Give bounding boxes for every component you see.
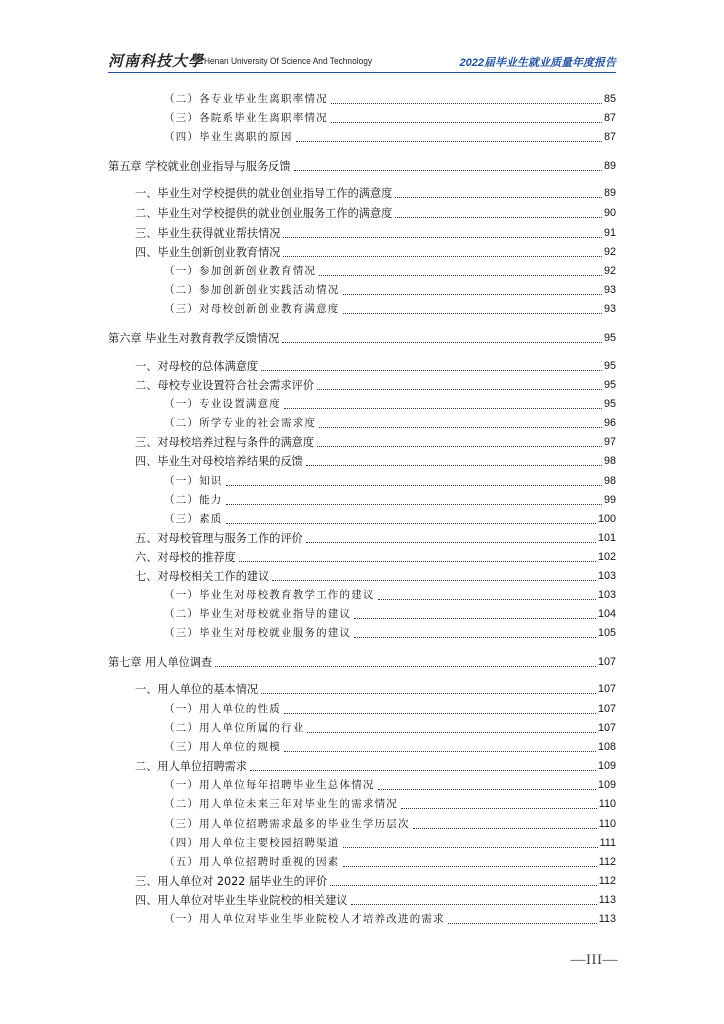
toc-subsection-entry[interactable] bbox=[164, 128, 616, 145]
toc-subsection-entry[interactable] bbox=[164, 414, 616, 431]
toc-entry-title: （三）用人单位的规模 bbox=[164, 741, 281, 753]
toc-entry-page: 87 bbox=[603, 112, 616, 124]
toc-entry-title: 二、用人单位招聘需求 bbox=[135, 760, 247, 773]
toc-entry-page: 104 bbox=[597, 608, 616, 620]
toc-section-entry[interactable] bbox=[135, 452, 616, 469]
toc-dot-leader bbox=[284, 751, 596, 752]
toc-dot-leader bbox=[284, 713, 596, 714]
toc-entry-page: 112 bbox=[598, 856, 616, 868]
university-name-en: Henan University Of Science And Technology bbox=[204, 56, 373, 67]
toc-section-entry[interactable] bbox=[135, 184, 616, 201]
toc-dot-leader bbox=[284, 408, 602, 409]
toc-entry-title: （一）用人单位对毕业生毕业院校人才培养改进的需求 bbox=[164, 913, 445, 925]
toc-dot-leader bbox=[294, 170, 602, 171]
toc-dot-leader bbox=[413, 828, 597, 829]
toc-dot-leader bbox=[319, 275, 602, 276]
toc-dot-leader bbox=[378, 789, 596, 790]
toc-entry-title: 四、毕业生对母校培养结果的反馈 bbox=[135, 455, 303, 468]
toc-entry-title: 二、毕业生对学校提供的就业创业服务工作的满意度 bbox=[135, 207, 393, 220]
toc-entry-title: 一、对母校的总体满意度 bbox=[135, 360, 259, 373]
toc-entry-title: （一）知识 bbox=[164, 475, 223, 487]
toc-entry-title: （一）专业设置满意度 bbox=[164, 398, 281, 410]
toc-section-entry[interactable] bbox=[135, 243, 616, 260]
toc-entry-title: （二）用人单位所属的行业 bbox=[164, 722, 305, 734]
toc-dot-leader bbox=[448, 923, 597, 924]
toc-entry-title: 四、毕业生创新创业教育情况 bbox=[135, 246, 281, 259]
toc-section-entry[interactable] bbox=[135, 224, 616, 241]
toc-subsection-entry[interactable] bbox=[164, 281, 616, 298]
toc-entry-title: 一、用人单位的基本情况 bbox=[135, 683, 259, 696]
toc-dot-leader bbox=[282, 342, 602, 343]
toc-section-entry[interactable] bbox=[135, 891, 616, 908]
toc-entry-title: （四）用人单位主要校园招聘渠道 bbox=[164, 837, 340, 849]
toc-entry-page: 113 bbox=[598, 913, 616, 925]
toc-entry-page: 107 bbox=[597, 656, 616, 668]
toc-section-entry[interactable] bbox=[135, 204, 616, 221]
toc-entry-page: 107 bbox=[597, 683, 616, 695]
toc-entry-page: 107 bbox=[597, 703, 616, 715]
toc-dot-leader bbox=[343, 847, 598, 848]
toc-dot-leader bbox=[239, 561, 596, 562]
toc-dot-leader bbox=[296, 141, 602, 142]
toc-dot-leader bbox=[306, 465, 602, 466]
toc-entry-page: 103 bbox=[597, 589, 616, 601]
toc-entry-title: 七、对母校相关工作的建议 bbox=[135, 570, 270, 583]
toc-subsection-entry[interactable] bbox=[164, 586, 616, 603]
toc-subsection-entry[interactable] bbox=[164, 738, 616, 755]
toc-subsection-entry[interactable] bbox=[164, 795, 616, 812]
toc-section-entry[interactable] bbox=[135, 680, 616, 697]
toc-entry-page: 95 bbox=[603, 332, 616, 344]
toc-subsection-entry[interactable] bbox=[164, 109, 616, 126]
toc-dot-leader bbox=[283, 256, 602, 257]
toc-entry-title: （五）用人单位招聘时重视的因素 bbox=[164, 856, 340, 868]
toc-dot-leader bbox=[331, 122, 602, 123]
toc-dot-leader bbox=[343, 313, 602, 314]
university-logo-cn: 河南科技大學 bbox=[108, 52, 205, 70]
report-title: 2022届毕业生就业质量年度报告 bbox=[459, 57, 616, 69]
toc-dot-leader bbox=[343, 294, 602, 295]
toc-dot-leader bbox=[317, 446, 602, 447]
toc-entry-title: （二）用人单位未来三年对毕业生的需求情况 bbox=[164, 798, 398, 810]
toc-dot-leader bbox=[395, 197, 602, 198]
toc-entry-title: （一）用人单位每年招聘毕业生总体情况 bbox=[164, 779, 375, 791]
toc-section-entry[interactable] bbox=[135, 357, 616, 374]
toc-entry-page: 102 bbox=[597, 551, 616, 563]
toc-entry-title: （三）各院系毕业生离职率情况 bbox=[164, 112, 328, 124]
toc-entry-title: （二）能力 bbox=[164, 494, 223, 506]
toc-dot-leader bbox=[354, 637, 596, 638]
toc-entry-page: 96 bbox=[603, 417, 616, 429]
toc-entry-page: 111 bbox=[599, 837, 616, 849]
toc-entry-page: 108 bbox=[597, 741, 616, 753]
toc-subsection-entry[interactable] bbox=[164, 262, 616, 279]
toc-entry-page: 93 bbox=[603, 303, 616, 315]
toc-dot-leader bbox=[272, 580, 596, 581]
toc-entry-title: 三、对母校培养过程与条件的满意度 bbox=[135, 436, 315, 449]
toc-subsection-entry[interactable] bbox=[164, 910, 616, 927]
toc-subsection-entry[interactable] bbox=[164, 815, 616, 832]
toc-entry-page: 91 bbox=[603, 227, 616, 239]
toc-section-entry[interactable] bbox=[135, 872, 616, 889]
toc-entry-title: （三）素质 bbox=[164, 513, 223, 525]
toc-entry-page: 100 bbox=[597, 513, 616, 525]
toc-dot-leader bbox=[401, 808, 597, 809]
toc-entry-page: 103 bbox=[597, 570, 616, 582]
toc-entry-page: 95 bbox=[603, 398, 616, 410]
toc-entry-title: 三、用人单位对 2022 届毕业生的评价 bbox=[135, 875, 328, 888]
toc-chapter-entry[interactable] bbox=[108, 653, 616, 670]
toc-entry-title: 一、毕业生对学校提供的就业创业指导工作的满意度 bbox=[135, 187, 393, 200]
toc-entry-page: 89 bbox=[603, 187, 616, 199]
toc-entry-page: 110 bbox=[598, 818, 616, 830]
toc-entry-title: （二）参加创新创业实践活动情况 bbox=[164, 284, 340, 296]
toc-entry-title: 第七章 用人单位调查 bbox=[108, 656, 213, 669]
toc-dot-leader bbox=[354, 618, 596, 619]
toc-subsection-entry[interactable] bbox=[164, 719, 616, 736]
toc-dot-leader bbox=[250, 770, 596, 771]
toc-entry-page: 109 bbox=[597, 760, 616, 772]
toc-dot-leader bbox=[215, 666, 596, 667]
toc-dot-leader bbox=[317, 389, 602, 390]
toc-entry-title: 二、母校专业设置符合社会需求评价 bbox=[135, 379, 315, 392]
toc-entry-title: （二）各专业毕业生离职率情况 bbox=[164, 93, 328, 105]
toc-entry-page: 113 bbox=[598, 894, 616, 906]
toc-subsection-entry[interactable] bbox=[164, 624, 616, 641]
toc-chapter-entry[interactable] bbox=[108, 157, 616, 174]
toc-entry-title: （三）毕业生对母校就业服务的建议 bbox=[164, 627, 352, 639]
toc-entry-title: 三、毕业生获得就业帮扶情况 bbox=[135, 227, 281, 240]
toc-entry-page: 92 bbox=[603, 265, 616, 277]
toc-entry-title: （四）毕业生离职的原因 bbox=[164, 131, 293, 143]
toc-dot-leader bbox=[330, 885, 597, 886]
toc-entry-page: 95 bbox=[603, 379, 616, 391]
toc-entry-page: 107 bbox=[597, 722, 616, 734]
toc-section-entry[interactable] bbox=[135, 529, 616, 546]
toc-subsection-entry[interactable] bbox=[164, 853, 616, 870]
toc-entry-page: 109 bbox=[597, 779, 616, 791]
toc-entry-page: 95 bbox=[603, 360, 616, 372]
toc-dot-leader bbox=[351, 904, 597, 905]
toc-subsection-entry[interactable] bbox=[164, 472, 616, 489]
toc-entry-page: 93 bbox=[603, 284, 616, 296]
toc-entry-page: 110 bbox=[598, 798, 616, 810]
toc-entry-title: 四、用人单位对毕业生毕业院校的相关建议 bbox=[135, 894, 348, 907]
toc-entry-title: 五、对母校管理与服务工作的评价 bbox=[135, 532, 303, 545]
toc-entry-page: 112 bbox=[598, 875, 616, 887]
toc-entry-page: 89 bbox=[603, 160, 616, 172]
toc-entry-title: 第六章 毕业生对教育教学反馈情况 bbox=[108, 332, 280, 345]
toc-dot-leader bbox=[395, 217, 602, 218]
toc-subsection-entry[interactable] bbox=[164, 776, 616, 793]
toc-entry-page: 97 bbox=[603, 436, 616, 448]
toc-dot-leader bbox=[331, 103, 602, 104]
toc-section-entry[interactable] bbox=[135, 376, 616, 393]
toc-dot-leader bbox=[307, 732, 596, 733]
toc-subsection-entry[interactable] bbox=[164, 491, 616, 508]
toc-subsection-entry[interactable] bbox=[164, 834, 616, 851]
toc-entry-page: 87 bbox=[603, 131, 616, 143]
toc-dot-leader bbox=[261, 693, 596, 694]
toc-dot-leader bbox=[319, 427, 602, 428]
toc-entry-page: 99 bbox=[603, 494, 616, 506]
toc-dot-leader bbox=[226, 485, 602, 486]
toc-section-entry[interactable] bbox=[135, 757, 616, 774]
toc-section-entry[interactable] bbox=[135, 433, 616, 450]
toc-dot-leader bbox=[283, 237, 602, 238]
toc-entry-page: 98 bbox=[603, 475, 616, 487]
toc-dot-leader bbox=[261, 370, 602, 371]
toc-chapter-entry[interactable] bbox=[108, 329, 616, 346]
toc-entry-page: 85 bbox=[603, 93, 616, 105]
toc-subsection-entry[interactable] bbox=[164, 700, 616, 717]
toc-subsection-entry[interactable] bbox=[164, 90, 616, 107]
toc-entry-page: 98 bbox=[603, 455, 616, 467]
toc-dot-leader bbox=[226, 504, 602, 505]
toc-entry-page: 92 bbox=[603, 246, 616, 258]
toc-entry-title: （三）对母校创新创业教育满意度 bbox=[164, 303, 340, 315]
toc-entry-title: （二）毕业生对母校就业指导的建议 bbox=[164, 608, 352, 620]
toc-section-entry[interactable] bbox=[135, 548, 616, 565]
toc-entry-title: （一）用人单位的性质 bbox=[164, 703, 281, 715]
toc-subsection-entry[interactable] bbox=[164, 510, 616, 527]
toc-subsection-entry[interactable] bbox=[164, 395, 616, 412]
toc-dot-leader bbox=[378, 599, 596, 600]
toc-entry-title: （三）用人单位招聘需求最多的毕业生学历层次 bbox=[164, 818, 410, 830]
toc-subsection-entry[interactable] bbox=[164, 605, 616, 622]
toc-subsection-entry[interactable] bbox=[164, 300, 616, 317]
toc-dot-leader bbox=[226, 523, 596, 524]
toc-entry-page: 105 bbox=[597, 627, 616, 639]
toc-dot-leader bbox=[306, 542, 596, 543]
toc-entry-title: （二）所学专业的社会需求度 bbox=[164, 417, 317, 429]
toc-entry-title: （一）参加创新创业教育情况 bbox=[164, 265, 317, 277]
toc-entry-page: 90 bbox=[603, 207, 616, 219]
page-number: —III— bbox=[570, 952, 618, 968]
toc-entry-title: 六、对母校的推荐度 bbox=[135, 551, 236, 564]
toc-entry-title: 第五章 学校就业创业指导与服务反馈 bbox=[108, 160, 291, 173]
toc-entry-title: （一）毕业生对母校教育教学工作的建议 bbox=[164, 589, 375, 601]
toc-section-entry[interactable] bbox=[135, 567, 616, 584]
toc-entry-page: 101 bbox=[597, 532, 616, 544]
toc-dot-leader bbox=[343, 866, 597, 867]
